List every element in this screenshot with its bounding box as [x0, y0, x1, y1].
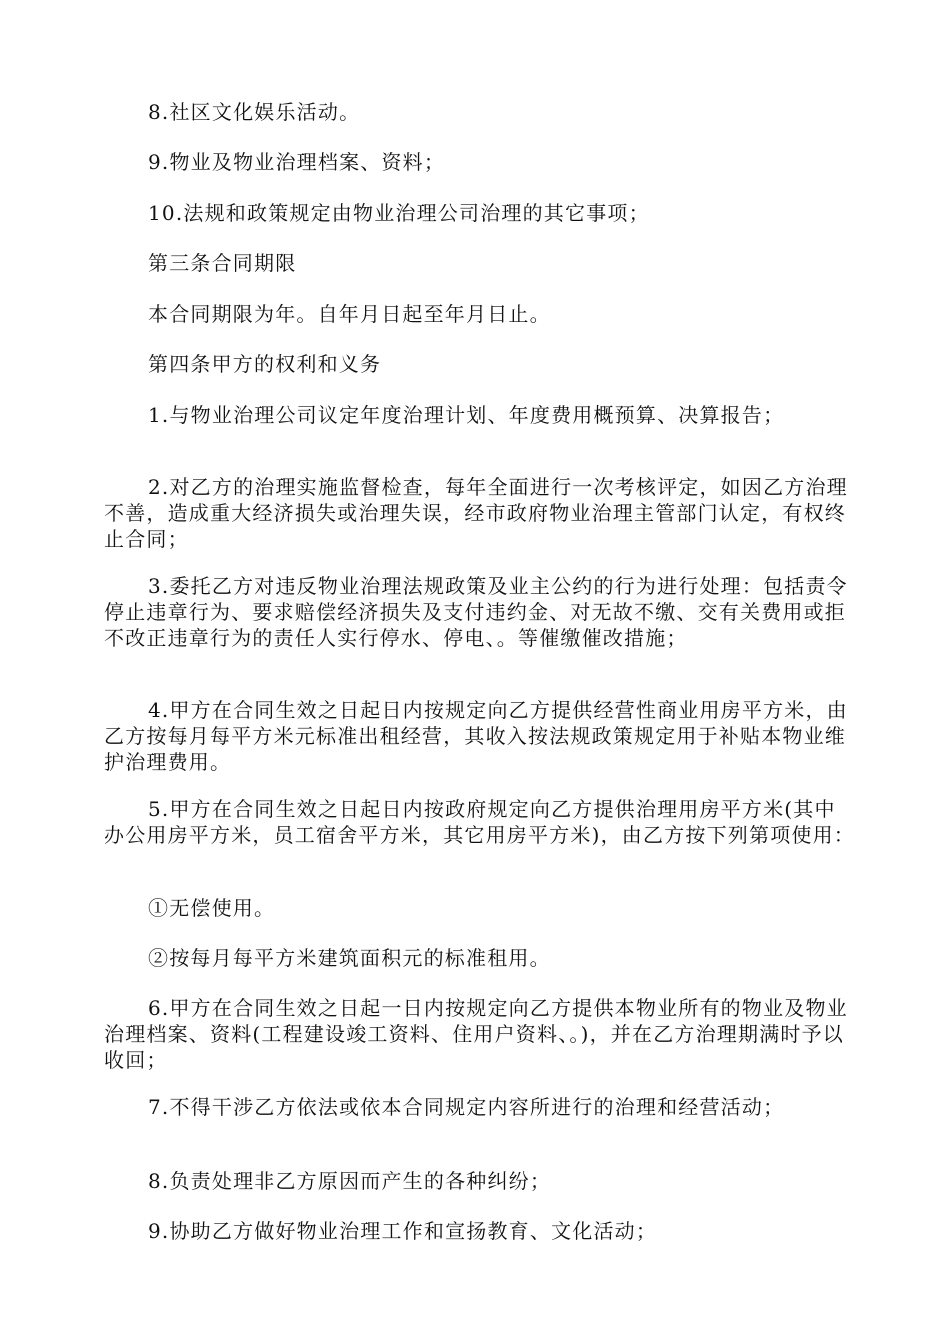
- paragraph-party-a-6: 6.甲方在合同生效之日起一日内按规定向乙方提供本物业所有的物业及物业治理档案、资料(工程建设竣工资料、住用户资料、。)，并在乙方治理期满时予以收回；: [104, 996, 848, 1072]
- paragraph-contract-term: 本合同期限为年。自年月日起至年月日止。: [148, 302, 551, 326]
- paragraph-party-a-7: 7.不得干涉乙方依法或依本合同规定内容所进行的治理和经营活动；: [148, 1095, 785, 1119]
- paragraph-party-a-5: 5.甲方在合同生效之日起日内按政府规定向乙方提供治理用房平方米(其中办公用房平方米，员工宿舍平方米，其它用房平方米)，由乙方按下列第项使用：: [104, 797, 856, 847]
- paragraph-party-a-9: 9.协助乙方做好物业治理工作和宣扬教育、文化活动；: [148, 1219, 658, 1243]
- section-heading-article-4: 第四条甲方的权利和义务: [148, 352, 382, 376]
- paragraph-item-10-other: 10.法规和政策规定由物业治理公司治理的其它事项；: [148, 201, 650, 225]
- paragraph-item-9-archives: 9.物业及物业治理档案、资料；: [148, 150, 446, 174]
- paragraph-party-a-2: 2.对乙方的治理实施监督检查，每年全面进行一次考核评定，如因乙方治理不善，造成重大经济损失或治理失误，经市政府物业治理主管部门认定，有权终止合同；: [104, 475, 848, 551]
- paragraph-option-2: ②按每月每平方米建筑面积元的标准租用。: [148, 946, 551, 970]
- paragraph-party-a-1: 1.与物业治理公司议定年度治理计划、年度费用概预算、决算报告；: [148, 403, 785, 427]
- paragraph-option-1: ①无偿使用。: [148, 896, 276, 920]
- paragraph-party-a-3: 3.委托乙方对违反物业治理法规政策及业主公约的行为进行处理：包括责令停止违章行为、要求赔偿经济损失及支付违约金、对无故不缴、交有关费用或拒不改正违章行为的责任人实行停水、停电、。等催缴催改措施；: [104, 574, 848, 650]
- paragraph-party-a-8: 8.负责处理非乙方原因而产生的各种纠纷；: [148, 1169, 552, 1193]
- section-heading-article-3: 第三条合同期限: [148, 251, 297, 275]
- paragraph-item-8-culture: 8.社区文化娱乐活动。: [148, 100, 361, 124]
- paragraph-party-a-4: 4.甲方在合同生效之日起日内按规定向乙方提供经营性商业用房平方米，由乙方按每月每平方米元标准出租经营，其收入按法规政策规定用于补贴本物业维护治理费用。: [104, 698, 848, 774]
